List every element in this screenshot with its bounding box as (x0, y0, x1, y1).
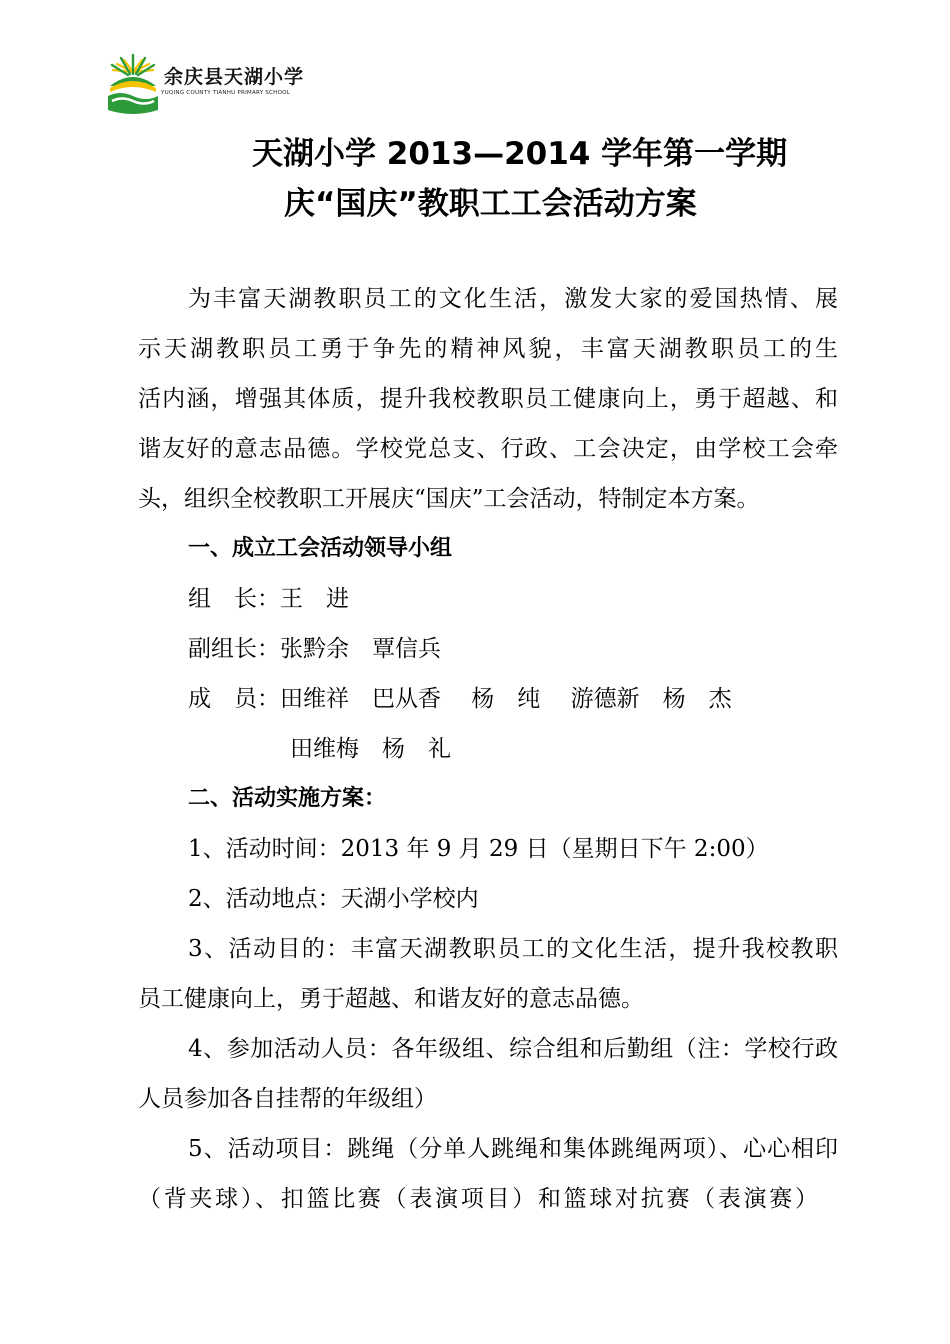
deputy-names: 张黔余 覃信兵 (280, 636, 441, 662)
leader-name: 王 进 (280, 586, 349, 612)
sun-over-lake-icon (104, 52, 162, 116)
school-logo (104, 52, 334, 116)
activity-events-2: （背夹球）、扣篮比赛（表演项目）和篮球对抗赛（表演赛） (138, 1186, 818, 1212)
members-names-2: 田维梅 杨 礼 (290, 736, 451, 762)
activity-purpose-2: 员工健康向上，勇于超越、和谐友好的意志品德。 (138, 986, 644, 1012)
activity-participants-2: 人员参加各自挂帮的年级组） (138, 1086, 437, 1112)
intro-line-4: 谐友好的意志品德。学校党总支、行政、工会决定，由学校工会牵 (138, 436, 838, 462)
deputy-label: 副组长： (188, 636, 280, 662)
members-label: 成 员： (188, 686, 280, 712)
activity-place: 2、活动地点：天湖小学校内 (188, 886, 479, 912)
intro-line-2: 示天湖教职员工勇于争先的精神风貌，丰富天湖教职员工的生 (138, 336, 838, 362)
leader-row (188, 584, 349, 614)
intro-line-3: 活内涵，增强其体质，提升我校教职员工健康向上，勇于超越、和 (138, 386, 838, 412)
section-2-heading: 二、活动实施方案： (188, 786, 387, 811)
deputy-row (188, 634, 441, 664)
activity-purpose-1: 3、活动目的：丰富天湖教职员工的文化生活，提升我校教职 (188, 936, 838, 962)
members-names-1: 田维祥 巴从香 杨 纯 游德新 杨 杰 (280, 686, 732, 712)
logo-school-name: 余庆县天湖小学 (164, 66, 305, 88)
intro-line-1: 为丰富天湖教职员工的文化生活，激发大家的爱国热情、展 (188, 286, 838, 312)
logo-english-name: YUQING COUNTY TIANHU PRIMARY SCHOOL (161, 90, 291, 96)
section-1-heading: 一、成立工会活动领导小组 (188, 536, 453, 561)
intro-line-5: 头，组织全校教职工开展庆“国庆”工会活动，特制定本方案。 (138, 486, 760, 512)
activity-events-1: 5、活动项目：跳绳（分单人跳绳和集体跳绳两项）、心心相印 (188, 1136, 838, 1162)
activity-participants-1: 4、参加活动人员：各年级组、综合组和后勤组（注：学校行政 (188, 1036, 838, 1062)
activity-time: 1、活动时间：2013 年 9 月 29 日（星期日下午 2:00） (188, 836, 769, 862)
leader-label: 组 长： (188, 586, 280, 612)
title-line-2: 庆“国庆”教职工工会活动方案 (284, 186, 697, 222)
title-line-1: 天湖小学 2013—2014 学年第一学期 (252, 136, 788, 172)
members-row (188, 684, 732, 714)
